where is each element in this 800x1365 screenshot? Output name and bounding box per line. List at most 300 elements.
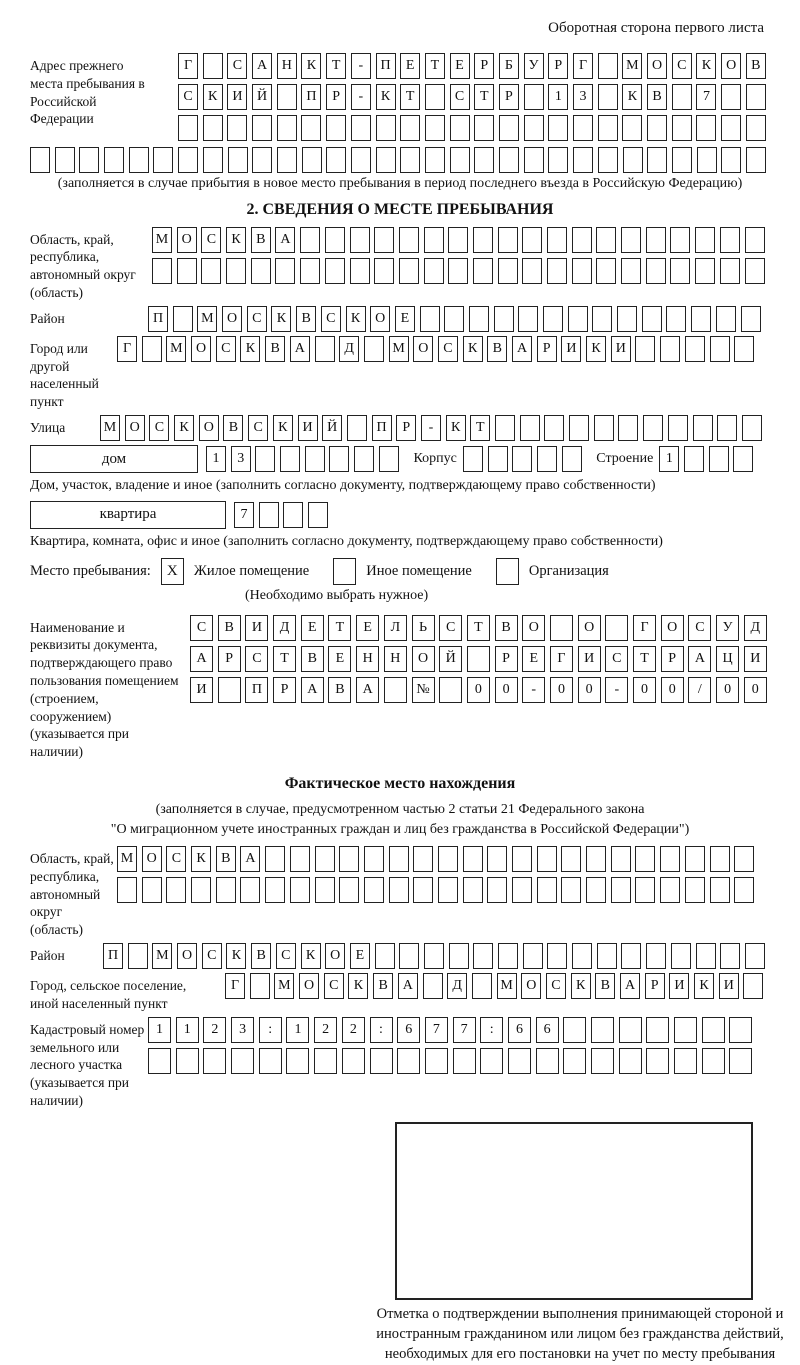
- char-cell[interactable]: [537, 877, 557, 903]
- char-cell[interactable]: О: [222, 306, 242, 332]
- char-cell[interactable]: Т: [467, 615, 490, 641]
- char-cell[interactable]: Е: [450, 53, 470, 79]
- char-cell[interactable]: [710, 336, 730, 362]
- char-cell[interactable]: [512, 877, 532, 903]
- char-cell[interactable]: П: [372, 415, 392, 441]
- char-cell[interactable]: [548, 115, 568, 141]
- char-cell[interactable]: Р: [548, 53, 568, 79]
- char-cell[interactable]: [203, 1048, 226, 1074]
- char-cell[interactable]: [339, 877, 359, 903]
- char-cell[interactable]: [350, 258, 370, 284]
- char-cell[interactable]: [672, 115, 692, 141]
- char-cell[interactable]: М: [497, 973, 517, 999]
- char-cell[interactable]: [420, 306, 440, 332]
- char-cell[interactable]: С: [202, 943, 222, 969]
- char-cell[interactable]: [721, 147, 741, 173]
- char-cell[interactable]: [621, 943, 641, 969]
- char-cell[interactable]: [498, 227, 518, 253]
- char-cell[interactable]: [672, 147, 692, 173]
- char-cell[interactable]: О: [177, 227, 197, 253]
- char-cell[interactable]: [550, 615, 573, 641]
- char-cell[interactable]: [685, 877, 705, 903]
- char-cell[interactable]: [450, 115, 470, 141]
- char-cell[interactable]: 2: [342, 1017, 365, 1043]
- char-cell[interactable]: [374, 227, 394, 253]
- char-cell[interactable]: :: [480, 1017, 503, 1043]
- char-cell[interactable]: [178, 147, 198, 173]
- char-cell[interactable]: [413, 846, 433, 872]
- char-cell[interactable]: [520, 415, 540, 441]
- char-cell[interactable]: [259, 502, 279, 528]
- char-cell[interactable]: [216, 877, 236, 903]
- char-cell[interactable]: [696, 943, 716, 969]
- char-cell[interactable]: [450, 147, 470, 173]
- char-cell[interactable]: Е: [350, 943, 370, 969]
- char-cell[interactable]: А: [240, 846, 260, 872]
- char-cell[interactable]: [117, 877, 137, 903]
- char-cell[interactable]: [166, 877, 186, 903]
- char-cell[interactable]: А: [688, 646, 711, 672]
- char-cell[interactable]: [547, 943, 567, 969]
- char-cell[interactable]: В: [218, 615, 241, 641]
- char-cell[interactable]: С: [439, 615, 462, 641]
- char-cell[interactable]: [315, 877, 335, 903]
- char-cell[interactable]: [389, 877, 409, 903]
- char-cell[interactable]: [611, 846, 631, 872]
- char-cell[interactable]: 7: [425, 1017, 448, 1043]
- char-cell[interactable]: [594, 415, 614, 441]
- char-cell[interactable]: 3: [231, 1017, 254, 1043]
- char-cell[interactable]: С: [438, 336, 458, 362]
- char-cell[interactable]: [469, 306, 489, 332]
- char-cell[interactable]: [275, 258, 295, 284]
- char-cell[interactable]: Е: [400, 53, 420, 79]
- char-cell[interactable]: И: [578, 646, 601, 672]
- char-cell[interactable]: Р: [273, 677, 296, 703]
- char-cell[interactable]: [463, 877, 483, 903]
- char-cell[interactable]: О: [578, 615, 601, 641]
- char-cell[interactable]: О: [142, 846, 162, 872]
- char-cell[interactable]: Н: [277, 53, 297, 79]
- char-cell[interactable]: К: [240, 336, 260, 362]
- char-cell[interactable]: П: [148, 306, 168, 332]
- char-cell[interactable]: С: [324, 973, 344, 999]
- char-cell[interactable]: -: [421, 415, 441, 441]
- char-cell[interactable]: М: [622, 53, 642, 79]
- char-cell[interactable]: [536, 1048, 559, 1074]
- char-cell[interactable]: [746, 147, 766, 173]
- char-cell[interactable]: [498, 943, 518, 969]
- char-cell[interactable]: О: [721, 53, 741, 79]
- char-cell[interactable]: С: [672, 53, 692, 79]
- char-cell[interactable]: [173, 306, 193, 332]
- char-cell[interactable]: К: [226, 943, 246, 969]
- char-cell[interactable]: [729, 1048, 752, 1074]
- char-cell[interactable]: [741, 306, 761, 332]
- char-cell[interactable]: [252, 115, 272, 141]
- char-cell[interactable]: [400, 115, 420, 141]
- char-cell[interactable]: В: [265, 336, 285, 362]
- char-cell[interactable]: [547, 227, 567, 253]
- char-cell[interactable]: [259, 1048, 282, 1074]
- char-cell[interactable]: У: [524, 53, 544, 79]
- char-cell[interactable]: [733, 446, 753, 472]
- char-cell[interactable]: [572, 258, 592, 284]
- char-cell[interactable]: :: [259, 1017, 282, 1043]
- char-cell[interactable]: [472, 973, 492, 999]
- char-cell[interactable]: [647, 147, 667, 173]
- char-cell[interactable]: [227, 115, 247, 141]
- char-cell[interactable]: Г: [550, 646, 573, 672]
- char-cell[interactable]: [720, 258, 740, 284]
- char-cell[interactable]: [591, 1017, 614, 1043]
- char-cell[interactable]: [250, 973, 270, 999]
- char-cell[interactable]: Р: [661, 646, 684, 672]
- char-cell[interactable]: К: [571, 973, 591, 999]
- char-cell[interactable]: [670, 258, 690, 284]
- char-cell[interactable]: [693, 415, 713, 441]
- char-cell[interactable]: Д: [273, 615, 296, 641]
- char-cell[interactable]: [745, 258, 765, 284]
- char-cell[interactable]: Б: [499, 53, 519, 79]
- char-cell[interactable]: В: [328, 677, 351, 703]
- char-cell[interactable]: [153, 147, 173, 173]
- char-cell[interactable]: М: [274, 973, 294, 999]
- char-cell[interactable]: [444, 306, 464, 332]
- char-cell[interactable]: [448, 258, 468, 284]
- char-cell[interactable]: [231, 1048, 254, 1074]
- char-cell[interactable]: [646, 227, 666, 253]
- char-cell[interactable]: А: [620, 973, 640, 999]
- char-cell[interactable]: [666, 306, 686, 332]
- char-cell[interactable]: [647, 115, 667, 141]
- char-cell[interactable]: [743, 973, 763, 999]
- char-cell[interactable]: /: [688, 677, 711, 703]
- char-cell[interactable]: 6: [508, 1017, 531, 1043]
- char-cell[interactable]: [177, 258, 197, 284]
- char-cell[interactable]: [191, 877, 211, 903]
- char-cell[interactable]: [329, 446, 349, 472]
- char-cell[interactable]: К: [174, 415, 194, 441]
- char-cell[interactable]: [721, 84, 741, 110]
- char-cell[interactable]: К: [273, 415, 293, 441]
- char-cell[interactable]: П: [301, 84, 321, 110]
- char-cell[interactable]: С: [321, 306, 341, 332]
- char-cell[interactable]: [720, 227, 740, 253]
- char-cell[interactable]: В: [251, 227, 271, 253]
- char-cell[interactable]: [619, 1048, 642, 1074]
- char-cell[interactable]: -: [605, 677, 628, 703]
- char-cell[interactable]: К: [301, 53, 321, 79]
- char-cell[interactable]: Р: [499, 84, 519, 110]
- char-cell[interactable]: [463, 846, 483, 872]
- char-cell[interactable]: [283, 502, 303, 528]
- char-cell[interactable]: [622, 115, 642, 141]
- char-cell[interactable]: [55, 147, 75, 173]
- char-cell[interactable]: [397, 1048, 420, 1074]
- char-cell[interactable]: [568, 306, 588, 332]
- char-cell[interactable]: К: [346, 306, 366, 332]
- char-cell[interactable]: [265, 877, 285, 903]
- char-cell[interactable]: №: [412, 677, 435, 703]
- char-cell[interactable]: Е: [395, 306, 415, 332]
- char-cell[interactable]: [315, 336, 335, 362]
- char-cell[interactable]: 6: [397, 1017, 420, 1043]
- char-cell[interactable]: С: [688, 615, 711, 641]
- char-cell[interactable]: :: [370, 1017, 393, 1043]
- char-cell[interactable]: [499, 115, 519, 141]
- char-cell[interactable]: [605, 615, 628, 641]
- char-cell[interactable]: [203, 115, 223, 141]
- char-cell[interactable]: [646, 1048, 669, 1074]
- char-cell[interactable]: [152, 258, 172, 284]
- char-cell[interactable]: [621, 227, 641, 253]
- char-cell[interactable]: А: [512, 336, 532, 362]
- char-cell[interactable]: Ц: [716, 646, 739, 672]
- char-cell[interactable]: [598, 115, 618, 141]
- char-cell[interactable]: [734, 336, 754, 362]
- char-cell[interactable]: М: [152, 943, 172, 969]
- char-cell[interactable]: К: [271, 306, 291, 332]
- char-cell[interactable]: С: [546, 973, 566, 999]
- char-cell[interactable]: В: [301, 646, 324, 672]
- char-cell[interactable]: М: [166, 336, 186, 362]
- char-cell[interactable]: К: [301, 943, 321, 969]
- char-cell[interactable]: О: [522, 615, 545, 641]
- char-cell[interactable]: -: [522, 677, 545, 703]
- char-cell[interactable]: [347, 415, 367, 441]
- char-cell[interactable]: В: [223, 415, 243, 441]
- char-cell[interactable]: Й: [322, 415, 342, 441]
- char-cell[interactable]: [473, 258, 493, 284]
- char-cell[interactable]: С: [247, 306, 267, 332]
- char-cell[interactable]: А: [290, 336, 310, 362]
- char-cell[interactable]: [646, 1017, 669, 1043]
- char-cell[interactable]: Д: [744, 615, 767, 641]
- char-cell[interactable]: А: [190, 646, 213, 672]
- char-cell[interactable]: [300, 227, 320, 253]
- char-cell[interactable]: [463, 446, 483, 472]
- char-cell[interactable]: [240, 877, 260, 903]
- char-cell[interactable]: [721, 115, 741, 141]
- char-cell[interactable]: В: [495, 615, 518, 641]
- char-cell[interactable]: [561, 846, 581, 872]
- char-cell[interactable]: [572, 943, 592, 969]
- char-cell[interactable]: [438, 846, 458, 872]
- char-cell[interactable]: 1: [148, 1017, 171, 1043]
- char-cell[interactable]: Н: [384, 646, 407, 672]
- char-cell[interactable]: Г: [225, 973, 245, 999]
- char-cell[interactable]: [351, 147, 371, 173]
- char-cell[interactable]: Р: [474, 53, 494, 79]
- char-cell[interactable]: [691, 306, 711, 332]
- char-cell[interactable]: [400, 147, 420, 173]
- char-cell[interactable]: К: [191, 846, 211, 872]
- char-cell[interactable]: С: [166, 846, 186, 872]
- char-cell[interactable]: [425, 84, 445, 110]
- char-cell[interactable]: Д: [447, 973, 467, 999]
- char-cell[interactable]: Е: [328, 646, 351, 672]
- char-cell[interactable]: [660, 846, 680, 872]
- char-cell[interactable]: Р: [218, 646, 241, 672]
- char-cell[interactable]: С: [276, 943, 296, 969]
- stay-type-checkbox-residential[interactable]: X: [161, 558, 184, 585]
- char-cell[interactable]: [376, 115, 396, 141]
- char-cell[interactable]: О: [521, 973, 541, 999]
- char-cell[interactable]: [695, 258, 715, 284]
- char-cell[interactable]: [522, 227, 542, 253]
- char-cell[interactable]: Т: [425, 53, 445, 79]
- char-cell[interactable]: Г: [573, 53, 593, 79]
- char-cell[interactable]: [370, 1048, 393, 1074]
- char-cell[interactable]: [474, 147, 494, 173]
- char-cell[interactable]: [569, 415, 589, 441]
- char-cell[interactable]: [586, 846, 606, 872]
- char-cell[interactable]: [543, 306, 563, 332]
- char-cell[interactable]: В: [647, 84, 667, 110]
- char-cell[interactable]: [729, 1017, 752, 1043]
- char-cell[interactable]: [438, 877, 458, 903]
- char-cell[interactable]: [512, 846, 532, 872]
- char-cell[interactable]: [226, 258, 246, 284]
- char-cell[interactable]: [354, 446, 374, 472]
- char-cell[interactable]: С: [201, 227, 221, 253]
- char-cell[interactable]: Г: [117, 336, 137, 362]
- char-cell[interactable]: [617, 306, 637, 332]
- char-cell[interactable]: М: [197, 306, 217, 332]
- char-cell[interactable]: [734, 846, 754, 872]
- char-cell[interactable]: [302, 147, 322, 173]
- char-cell[interactable]: В: [216, 846, 236, 872]
- char-cell[interactable]: [176, 1048, 199, 1074]
- char-cell[interactable]: [742, 415, 762, 441]
- char-cell[interactable]: А: [275, 227, 295, 253]
- char-cell[interactable]: [453, 1048, 476, 1074]
- char-cell[interactable]: [314, 1048, 337, 1074]
- char-cell[interactable]: И: [669, 973, 689, 999]
- char-cell[interactable]: 0: [716, 677, 739, 703]
- char-cell[interactable]: [734, 877, 754, 903]
- char-cell[interactable]: [326, 147, 346, 173]
- char-cell[interactable]: [586, 877, 606, 903]
- char-cell[interactable]: [30, 147, 50, 173]
- char-cell[interactable]: Т: [470, 415, 490, 441]
- char-cell[interactable]: [746, 84, 766, 110]
- char-cell[interactable]: [305, 446, 325, 472]
- char-cell[interactable]: В: [251, 943, 271, 969]
- char-cell[interactable]: Р: [326, 84, 346, 110]
- char-cell[interactable]: [524, 84, 544, 110]
- char-cell[interactable]: [399, 943, 419, 969]
- char-cell[interactable]: [598, 147, 618, 173]
- char-cell[interactable]: 1: [548, 84, 568, 110]
- char-cell[interactable]: В: [595, 973, 615, 999]
- char-cell[interactable]: И: [561, 336, 581, 362]
- char-cell[interactable]: [495, 415, 515, 441]
- char-cell[interactable]: [670, 227, 690, 253]
- char-cell[interactable]: [425, 1048, 448, 1074]
- char-cell[interactable]: С: [227, 53, 247, 79]
- char-cell[interactable]: Л: [384, 615, 407, 641]
- char-cell[interactable]: О: [370, 306, 390, 332]
- char-cell[interactable]: [512, 446, 532, 472]
- char-cell[interactable]: О: [661, 615, 684, 641]
- char-cell[interactable]: 7: [234, 502, 254, 528]
- char-cell[interactable]: [494, 306, 514, 332]
- char-cell[interactable]: О: [125, 415, 145, 441]
- char-cell[interactable]: [623, 147, 643, 173]
- char-cell[interactable]: [573, 115, 593, 141]
- char-cell[interactable]: [339, 846, 359, 872]
- char-cell[interactable]: К: [622, 84, 642, 110]
- char-cell[interactable]: 7: [696, 84, 716, 110]
- char-cell[interactable]: [563, 1017, 586, 1043]
- char-cell[interactable]: М: [100, 415, 120, 441]
- char-cell[interactable]: [611, 877, 631, 903]
- char-cell[interactable]: Т: [328, 615, 351, 641]
- char-cell[interactable]: [255, 446, 275, 472]
- char-cell[interactable]: [702, 1017, 725, 1043]
- char-cell[interactable]: П: [376, 53, 396, 79]
- char-cell[interactable]: 0: [495, 677, 518, 703]
- char-cell[interactable]: М: [117, 846, 137, 872]
- char-cell[interactable]: [573, 147, 593, 173]
- char-cell[interactable]: [480, 1048, 503, 1074]
- char-cell[interactable]: [518, 306, 538, 332]
- char-cell[interactable]: 3: [573, 84, 593, 110]
- char-cell[interactable]: 0: [661, 677, 684, 703]
- char-cell[interactable]: [425, 147, 445, 173]
- char-cell[interactable]: [697, 147, 717, 173]
- char-cell[interactable]: О: [191, 336, 211, 362]
- char-cell[interactable]: О: [299, 973, 319, 999]
- char-cell[interactable]: [544, 415, 564, 441]
- char-cell[interactable]: Ь: [412, 615, 435, 641]
- char-cell[interactable]: И: [227, 84, 247, 110]
- char-cell[interactable]: -: [351, 53, 371, 79]
- char-cell[interactable]: И: [719, 973, 739, 999]
- char-cell[interactable]: [591, 1048, 614, 1074]
- char-cell[interactable]: [448, 227, 468, 253]
- char-cell[interactable]: 6: [536, 1017, 559, 1043]
- char-cell[interactable]: 3: [231, 446, 251, 472]
- char-cell[interactable]: [522, 258, 542, 284]
- char-cell[interactable]: К: [694, 973, 714, 999]
- char-cell[interactable]: [643, 415, 663, 441]
- char-cell[interactable]: А: [252, 53, 272, 79]
- char-cell[interactable]: [325, 227, 345, 253]
- char-cell[interactable]: [315, 846, 335, 872]
- char-cell[interactable]: Р: [396, 415, 416, 441]
- char-cell[interactable]: К: [463, 336, 483, 362]
- char-cell[interactable]: [710, 877, 730, 903]
- char-cell[interactable]: [642, 306, 662, 332]
- char-cell[interactable]: [218, 677, 241, 703]
- char-cell[interactable]: [745, 227, 765, 253]
- char-cell[interactable]: [674, 1017, 697, 1043]
- char-cell[interactable]: Т: [273, 646, 296, 672]
- char-cell[interactable]: В: [373, 973, 393, 999]
- char-cell[interactable]: [702, 1048, 725, 1074]
- char-cell[interactable]: [277, 147, 297, 173]
- char-cell[interactable]: [597, 943, 617, 969]
- char-cell[interactable]: [301, 115, 321, 141]
- char-cell[interactable]: Т: [326, 53, 346, 79]
- char-cell[interactable]: П: [103, 943, 123, 969]
- char-cell[interactable]: С: [178, 84, 198, 110]
- char-cell[interactable]: [716, 306, 736, 332]
- char-cell[interactable]: Т: [633, 646, 656, 672]
